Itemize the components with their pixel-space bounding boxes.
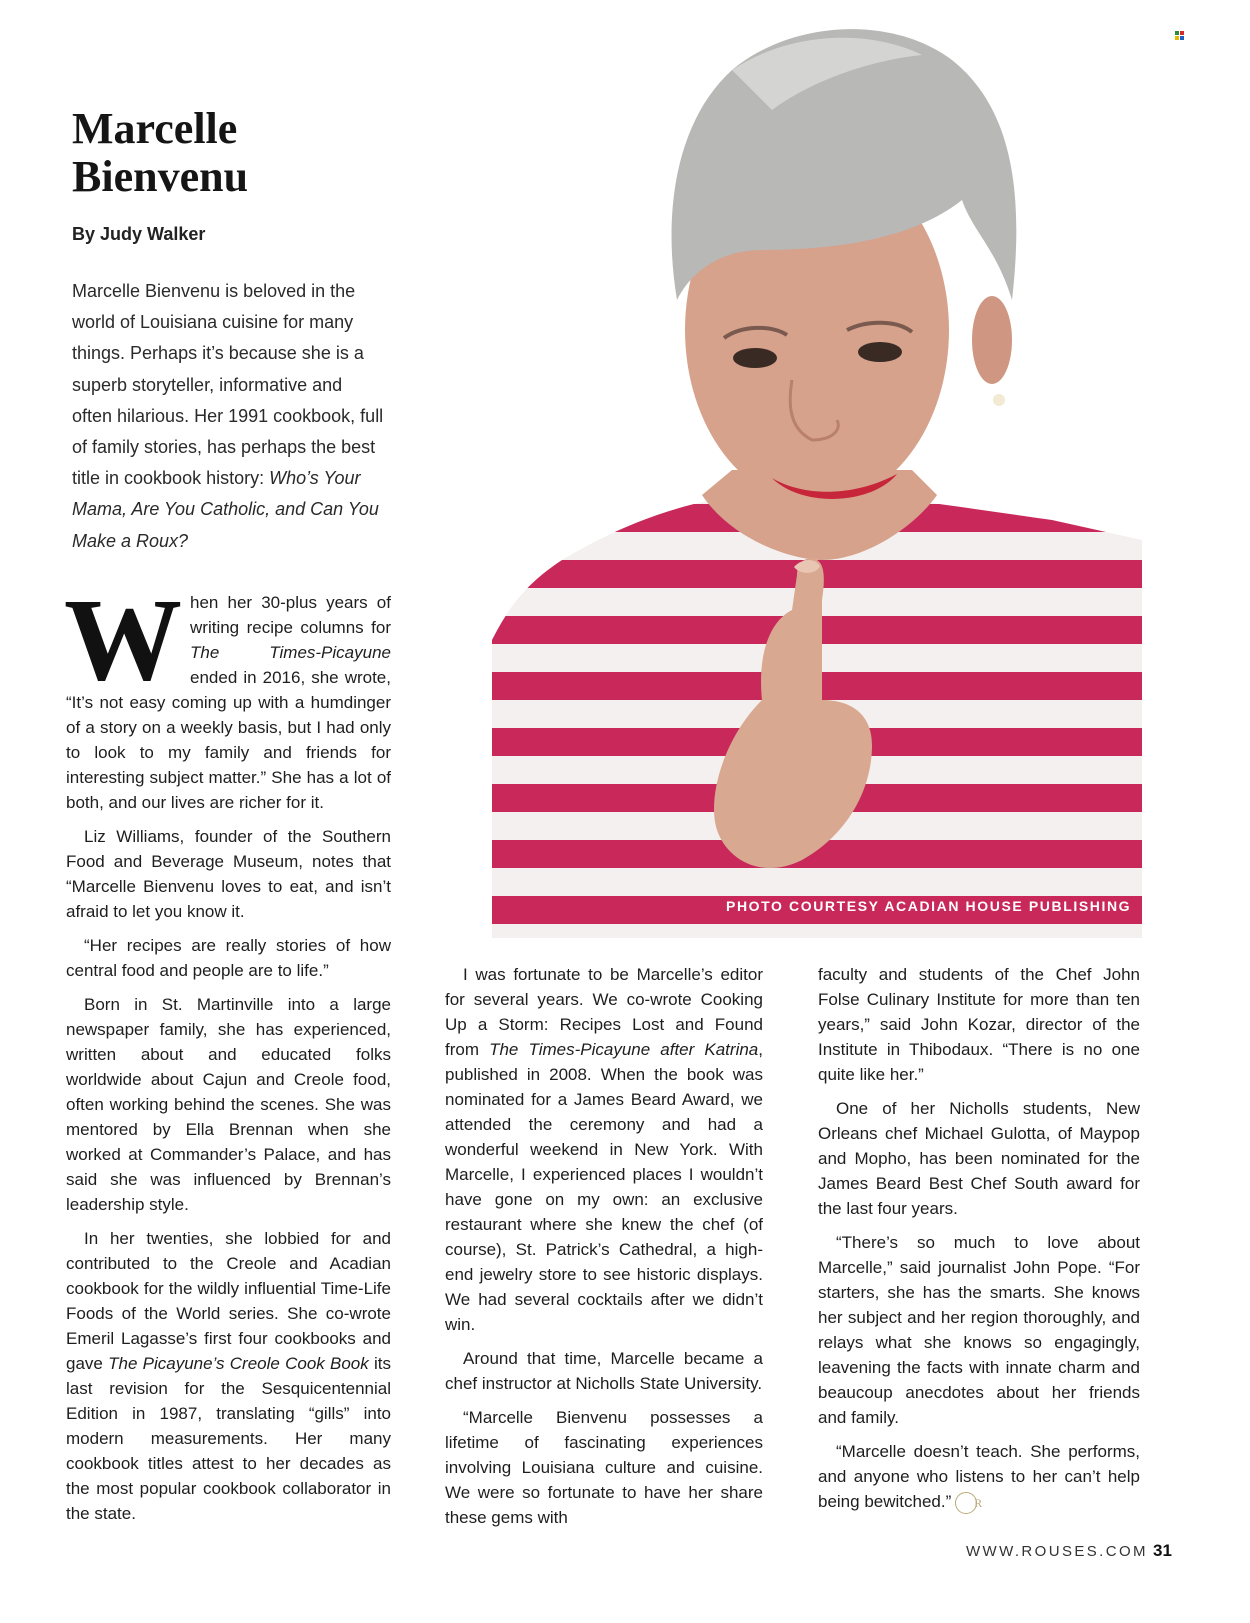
earring	[993, 394, 1005, 406]
book-title: The Picayune’s Creole Cook Book	[108, 1354, 369, 1373]
article-title-line-1: Marcelle	[72, 104, 238, 153]
right-eye	[858, 342, 902, 362]
ear	[972, 296, 1012, 384]
paragraph: faculty and students of the Chef John Folse Culinary Institute for more than ten years,” said John Kozar, director of the Institute in Thibodaux. “There is no one quite like her.”	[818, 965, 1140, 1084]
paragraph	[445, 962, 763, 1337]
photo-credit: PHOTO COURTESY ACADIAN HOUSE PUBLISHING	[726, 898, 1132, 914]
left-eye	[733, 348, 777, 368]
paragraph	[64, 574, 391, 815]
paragraph: Born in St. Martinville into a large newspaper family, she has experienced, written about and educated folks worldwide about Cajun and Creole food, often working behind the scenes. She was mentored by Ella Brennan when she worked at Commander’s Palace, and has said she was influenced by Brennan’s leadership style.	[66, 995, 391, 1214]
dek-text: Marcelle Bienvenu is beloved in the world of Louisiana cuisine for many things. Perhaps it’s because she is a superb storyteller, informative and often hilarious. Her 1991 cookbook, full of family stories, has perhaps the best title in cookbook history:	[72, 281, 384, 489]
end-mark-icon: R	[955, 1492, 977, 1514]
paragraph-text: In her twenties, she lobbied for and contributed to the Creole and Acadian cookbook for the wildly influential Time-Life Foods of the World series. She co-wrote Emeril Lagasse’s first four cookbooks and gave	[66, 1229, 391, 1373]
footer-url[interactable]: WWW.ROUSES.COM	[966, 1543, 1148, 1560]
portrait-illustration	[492, 0, 1142, 938]
body-column-2	[445, 962, 763, 1539]
dek-book-title: Who’s Your Mama, Are You Catholic, and Can You Make a Roux?	[72, 468, 379, 551]
registration-mark-icon	[1175, 31, 1184, 40]
paragraph	[818, 1439, 1140, 1514]
paragraph: “Her recipes are really stories of how central food and people are to life.”	[66, 936, 391, 980]
paragraph: Liz Williams, founder of the Southern Food and Beverage Museum, notes that “Marcelle Bienvenu loves to eat, and isn’t afraid to let you know it.	[66, 827, 391, 921]
article-title-line-2: Bienvenu	[72, 152, 249, 201]
body-column-1	[64, 574, 391, 1535]
paragraph-text: its last revision for the Sesquicentennial Edition in 1987, translating “gills” into modern measurements. Her many cookbook titles attest to her decades as the most popular cookbook collaborator in the state.	[66, 1354, 391, 1523]
paragraph-text: “Marcelle doesn’t teach. She performs, and anyone who listens to her can’t help being bewitched.”	[818, 1442, 1140, 1511]
publication-name: The Times-Picayune	[190, 643, 391, 662]
paragraph-text: hen her 30-plus years of writing recipe columns for	[190, 593, 391, 637]
paragraph-text: ended in 2016, she wrote, “It’s not easy coming up with a humdinger of a story on a weekly basis, but I had only to look to my family and friends for interesting subject matter.” She has a lot of both, and our lives are richer for it.	[66, 668, 391, 812]
article-title	[72, 105, 452, 201]
paragraph-text: I was fortunate to be Marcelle’s editor for several years. We co-wrote Cooking Up a Storm: Recipes Lost and Found from	[445, 965, 763, 1059]
portrait-photo	[492, 0, 1142, 938]
paragraph: One of her Nicholls students, New Orleans chef Michael Gulotta, of Maypop and Mopho, has been nominated for the James Beard Best Chef South award for the last four years.	[818, 1099, 1140, 1218]
drop-cap: W	[64, 574, 182, 705]
body-column-3	[818, 962, 1140, 1523]
page-number: 31	[1153, 1541, 1172, 1560]
paragraph	[66, 1226, 391, 1526]
paragraph: Around that time, Marcelle became a chef instructor at Nicholls State University.	[445, 1349, 763, 1393]
article-dek	[72, 276, 384, 557]
book-title: The Times-Picayune after Katrina	[489, 1040, 759, 1059]
paragraph: “There’s so much to love about Marcelle,” said journalist John Pope. “For starters, she has the smarts. She knows her subject and her region thoroughly, and relays what she knows so engagingly, leavening the facts with innate charm and beaucoup anecdotes about her friends and family.	[818, 1233, 1140, 1427]
paragraph: “Marcelle Bienvenu possesses a lifetime of fascinating experiences involving Louisiana culture and cuisine. We were so fortunate to have her share these gems with	[445, 1408, 763, 1527]
byline: By Judy Walker	[72, 224, 206, 244]
paragraph-text: , published in 2008. When the book was nominated for a James Beard Award, we attended the ceremony and had a wonderful weekend in New York. With Marcelle, I experienced places I wouldn’t have gone on my own: an exclusive restaurant where she knew the chef (of course), St. Patrick’s Cathedral, a high-end jewelry store to see historic displays. We had several cocktails after we didn’t win.	[445, 1040, 763, 1334]
